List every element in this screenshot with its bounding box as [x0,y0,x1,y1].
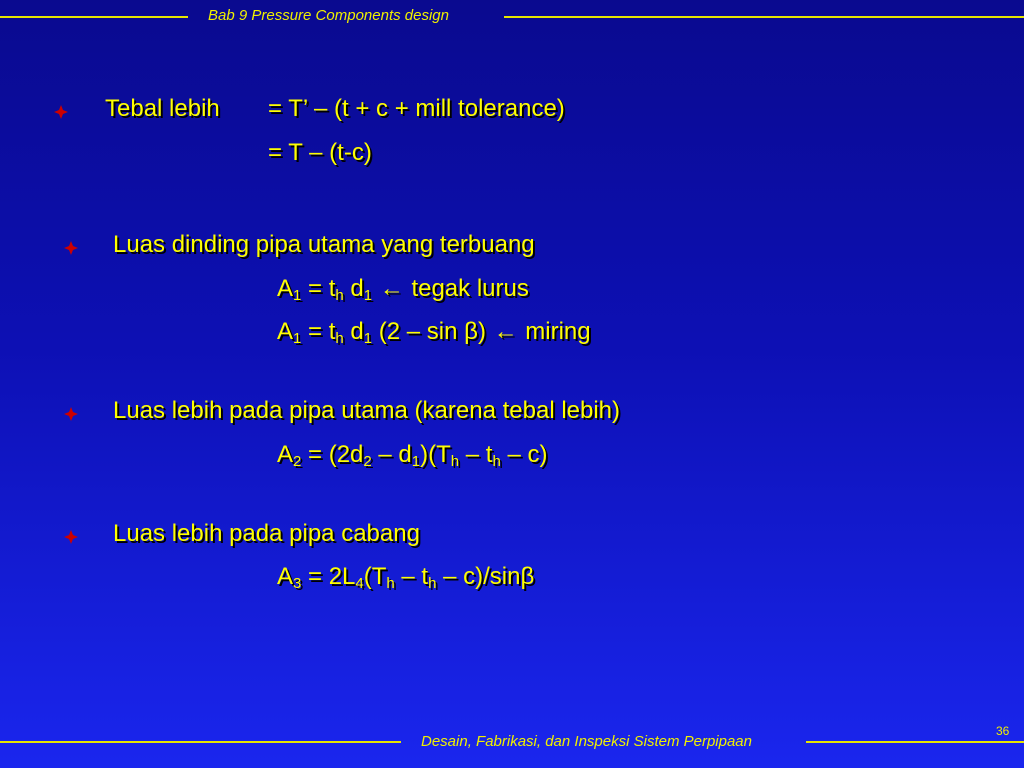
footer-rule-left [0,741,401,743]
tebal-lebih-label: Tebal lebih [105,95,220,122]
diamond-bullet-icon [64,241,78,255]
diamond-bullet-icon [54,105,68,119]
tebal-lebih-equation-2: = T – (t-c) [268,139,372,166]
formula-a2: $A_2 = (2d_2 - d_1)(T_h - t_h - c)$ [277,441,548,470]
left-arrow-icon: ← [379,275,404,302]
header-rule-left [0,16,188,18]
luas-lebih-cabang-title: Luas lebih pada pipa cabang [113,520,420,547]
footer-title: Desain, Fabrikasi, dan Inspeksi Sistem Perpipaan [421,733,752,750]
header-rule-right [504,16,1024,18]
formula-a3: $A_3 = 2L_4(T_h - t_h - c)/\sin\beta$ [277,563,535,592]
tebal-lebih-equation-1: = T’ – (t + c + mill tolerance) [268,95,565,122]
diamond-bullet-icon [64,407,78,421]
luas-lebih-utama-title: Luas lebih pada pipa utama (karena tebal lebih) [113,397,621,424]
formula-a1-tegak: $A_1 = t_h$ $d_1$ ← tegak lurus [277,275,529,304]
header-title: Bab 9 Pressure Components design [208,7,449,24]
page-number: 36 [996,724,1010,738]
footer-rule-right [806,741,1024,743]
formula-a1-miring: $A_1 = t_h$ $d_1$ (2 – sin β) ← miring [277,318,591,347]
luas-dinding-title: Luas dinding pipa utama yang terbuang [113,231,535,258]
left-arrow-icon: ← [493,318,518,345]
diamond-bullet-icon [64,530,78,544]
